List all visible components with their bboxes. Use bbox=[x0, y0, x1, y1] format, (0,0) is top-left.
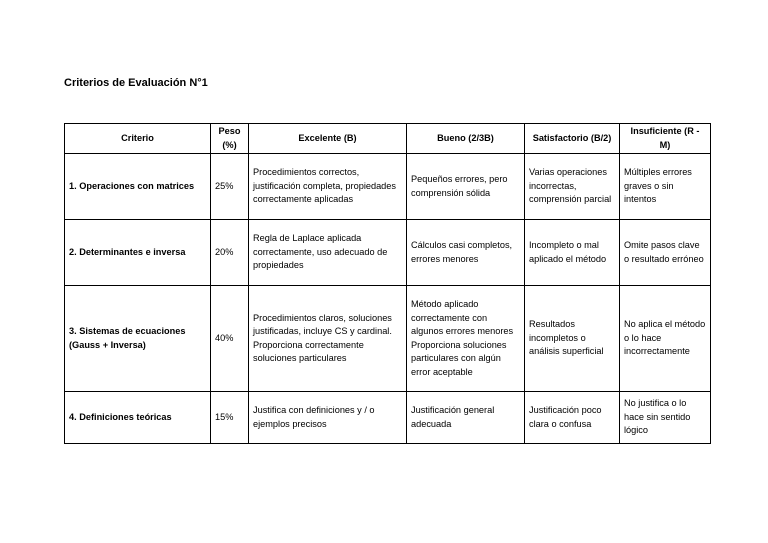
cell-excelente: Justifica con definiciones y / o ejemplos precisos bbox=[249, 392, 407, 444]
cell-insuficiente: Omite pasos clave o resultado erróneo bbox=[620, 220, 711, 286]
cell-excelente: Procedimientos correctos, justificación completa, propiedades correctamente aplicadas bbox=[249, 154, 407, 220]
table-row bbox=[65, 286, 711, 392]
header-criterio: Criterio bbox=[65, 124, 211, 154]
evaluation-criteria-table bbox=[64, 123, 711, 444]
cell-satisfactorio: Resultados incompletos o análisis superficial bbox=[525, 286, 620, 392]
cell-satisfactorio: Varias operaciones incorrectas, comprensión parcial bbox=[525, 154, 620, 220]
document-title: Criterios de Evaluación N°1 bbox=[64, 77, 208, 89]
cell-peso: 25% bbox=[211, 154, 249, 220]
cell-criterio: 3. Sistemas de ecuaciones (Gauss + Inversa) bbox=[65, 286, 211, 392]
header-satisfactorio: Satisfactorio (B/2) bbox=[525, 124, 620, 154]
cell-criterio: 1. Operaciones con matrices bbox=[65, 154, 211, 220]
cell-satisfactorio: Justificación poco clara o confusa bbox=[525, 392, 620, 444]
cell-bueno: Justificación general adecuada bbox=[407, 392, 525, 444]
cell-peso: 40% bbox=[211, 286, 249, 392]
header-peso: Peso (%) bbox=[211, 124, 249, 154]
cell-bueno: Pequeños errores, pero comprensión sólida bbox=[407, 154, 525, 220]
cell-insuficiente: No justifica o lo hace sin sentido lógico bbox=[620, 392, 711, 444]
cell-insuficiente: Múltiples errores graves o sin intentos bbox=[620, 154, 711, 220]
cell-insuficiente: No aplica el método o lo hace incorrectamente bbox=[620, 286, 711, 392]
cell-criterio: 4. Definiciones teóricas bbox=[65, 392, 211, 444]
cell-bueno: Método aplicado correctamente con algunos errores menores Proporciona soluciones particulares con algún error aceptable bbox=[407, 286, 525, 392]
table-row bbox=[65, 220, 711, 286]
table-row bbox=[65, 154, 711, 220]
header-excelente: Excelente (B) bbox=[249, 124, 407, 154]
cell-excelente: Regla de Laplace aplicada correctamente, uso adecuado de propiedades bbox=[249, 220, 407, 286]
table-header-row bbox=[65, 124, 711, 154]
header-bueno: Bueno (2/3B) bbox=[407, 124, 525, 154]
cell-criterio: 2. Determinantes e inversa bbox=[65, 220, 211, 286]
cell-excelente: Procedimientos claros, soluciones justificadas, incluye CS y cardinal. Proporciona correctamente soluciones particulares bbox=[249, 286, 407, 392]
cell-satisfactorio: Incompleto o mal aplicado el método bbox=[525, 220, 620, 286]
cell-peso: 20% bbox=[211, 220, 249, 286]
cell-peso: 15% bbox=[211, 392, 249, 444]
cell-bueno: Cálculos casi completos, errores menores bbox=[407, 220, 525, 286]
table-row bbox=[65, 392, 711, 444]
header-insuficiente: Insuficiente (R - M) bbox=[620, 124, 711, 154]
